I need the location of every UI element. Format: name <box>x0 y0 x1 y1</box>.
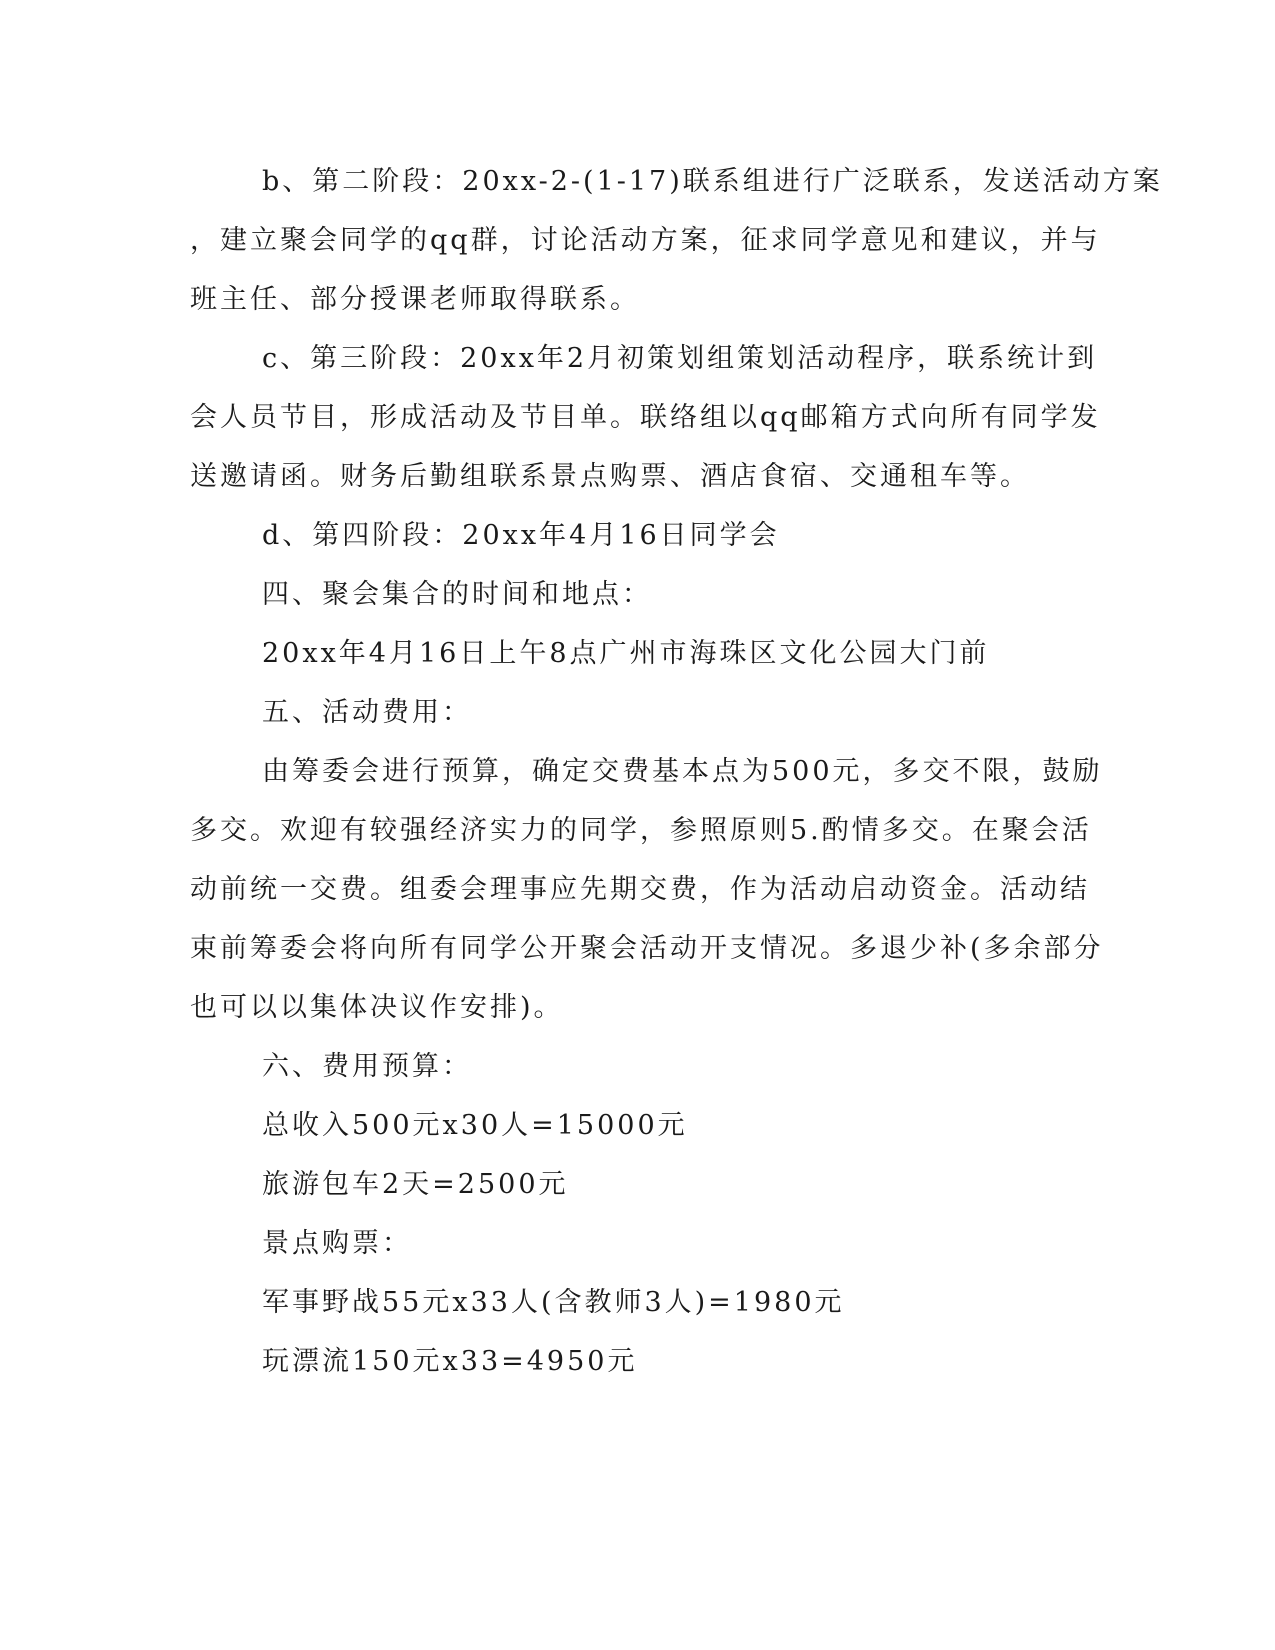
stage-three-line-2: 会人员节目，形成活动及节目单。联络组以qq邮箱方式向所有同学发 <box>190 402 1101 433</box>
fees-paragraph-line-3: 动前统一交费。组委会理事应先期交费，作为活动启动资金。活动结 <box>190 874 1090 905</box>
section-six-heading: 六、费用预算： <box>262 1051 472 1082</box>
section-five-heading: 五、活动费用： <box>262 697 472 728</box>
fees-paragraph-line-4: 束前筹委会将向所有同学公开聚会活动开支情况。多退少补(多余部分 <box>190 933 1104 964</box>
section-four-heading: 四、聚会集合的时间和地点： <box>262 579 652 610</box>
stage-three-line-3: 送邀请函。财务后勤组联系景点购票、酒店食宿、交通租车等。 <box>190 461 1030 492</box>
budget-total-income: 总收入500元x30人=15000元 <box>262 1110 688 1141</box>
stage-four-line: d、第四阶段：20xx年4月16日同学会 <box>262 520 780 551</box>
meeting-time-place: 20xx年4月16日上午8点广州市海珠区文化公园大门前 <box>262 638 990 669</box>
stage-three-line-1: c、第三阶段：20xx年2月初策划组策划活动程序，联系统计到 <box>262 343 1098 374</box>
stage-two-line-3: 班主任、部分授课老师取得联系。 <box>190 284 640 315</box>
budget-military-field: 军事野战55元x33人(含教师3人)=1980元 <box>262 1287 845 1318</box>
fees-paragraph-line-1: 由筹委会进行预算，确定交费基本点为500元，多交不限，鼓励 <box>262 756 1103 787</box>
stage-two-line-1: b、第二阶段：20xx-2-(1-17)联系组进行广泛联系，发送活动方案 <box>262 166 1163 197</box>
budget-tickets-heading: 景点购票： <box>262 1228 412 1259</box>
stage-two-line-2: ，建立聚会同学的qq群，讨论活动方案，征求同学意见和建议，并与 <box>190 225 1101 256</box>
fees-paragraph-line-5: 也可以以集体决议作安排)。 <box>190 992 564 1023</box>
fees-paragraph-line-2: 多交。欢迎有较强经济实力的同学，参照原则5.酌情多交。在聚会活 <box>190 815 1092 846</box>
budget-bus-rental: 旅游包车2天=2500元 <box>262 1169 569 1200</box>
budget-rafting: 玩漂流150元x33=4950元 <box>262 1346 638 1377</box>
